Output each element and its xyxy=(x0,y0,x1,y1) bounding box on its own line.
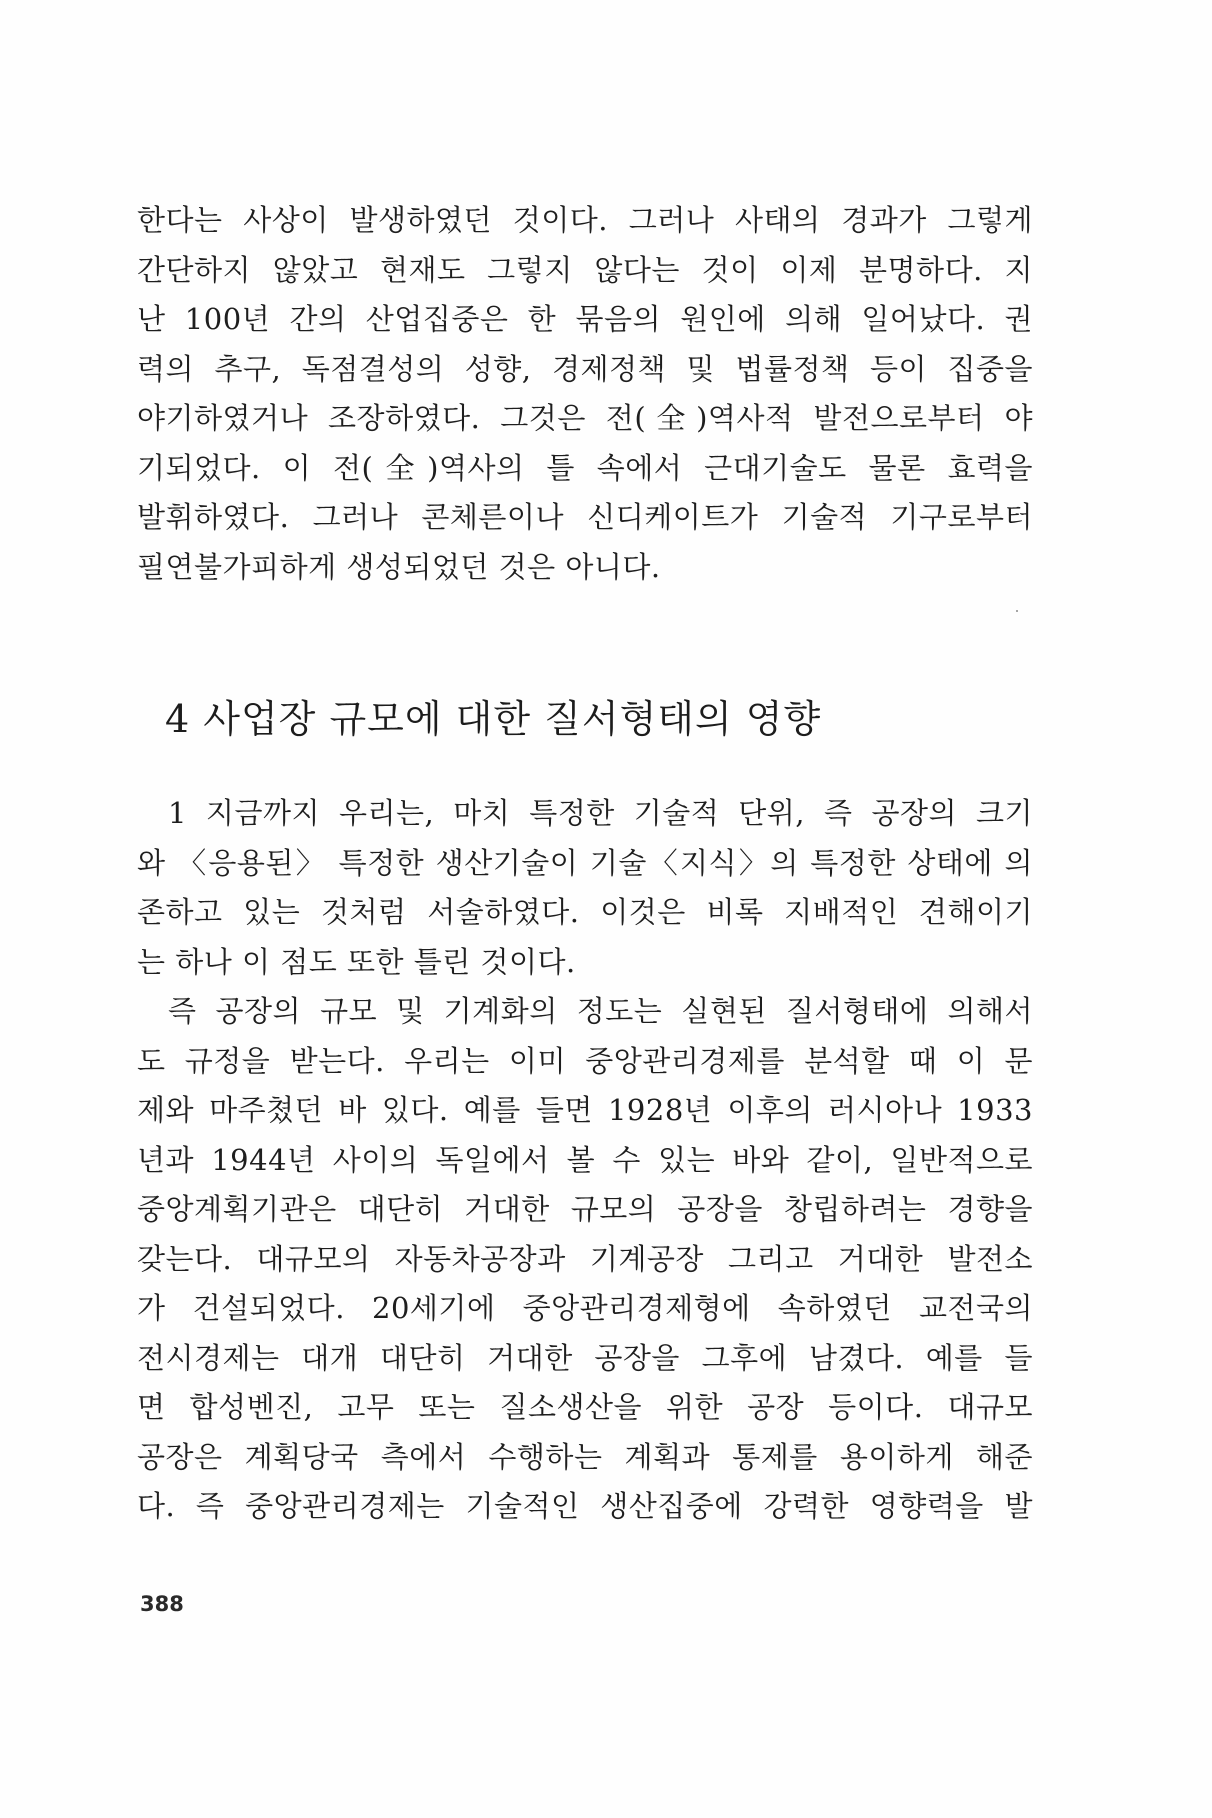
text-line: 기되었다. 이 전(全)역사의 틀 속에서 근대기술도 물론 효력을 xyxy=(137,450,1033,485)
text-line: 년과 1944년 사이의 독일에서 볼 수 있는 바와 같이, 일반적으로 xyxy=(137,1142,1033,1177)
text-line: 중앙계획기관은 대단히 거대한 규모의 공장을 창립하려는 경향을 xyxy=(137,1192,1033,1226)
text-line: 다. 즉 중앙관리경제는 기술적인 생산집중에 강력한 영향력을 발 xyxy=(137,1489,1033,1523)
text-line: 존하고 있는 것처럼 서술하였다. 이것은 비록 지배적인 견해이기 xyxy=(137,895,1033,929)
text-line: 발휘하였다. 그러나 콘체른이나 신디케이트가 기술적 기구로부터 xyxy=(137,500,1033,534)
text-line: 1 지금까지 우리는, 마치 특정한 기술적 단위, 즉 공장의 크기 xyxy=(168,796,1033,830)
text-line: 면 합성벤진, 고무 또는 질소생산을 위한 공장 등이다. 대규모 xyxy=(137,1390,1033,1424)
text-line: 와 〈응용된〉 특정한 생산기술이 기술〈지식〉의 특정한 상태에 의 xyxy=(137,845,1033,880)
text-line: 력의 추구, 독점결성의 성향, 경제정책 및 법률정책 등이 집중을 xyxy=(137,351,1033,386)
section-heading: 4 사업장 규모에 대한 질서형태의 영향 xyxy=(165,697,822,741)
section-body xyxy=(137,789,1033,1532)
text-line: 난 100년 간의 산업집중은 한 묶음의 원인에 의해 일어났다. 권 xyxy=(137,302,1033,336)
text-line: 제와 마주쳤던 바 있다. 예를 들면 1928년 이후의 러시아나 1933 xyxy=(137,1093,1033,1127)
text-line: 갖는다. 대규모의 자동차공장과 기계공장 그리고 거대한 발전소 xyxy=(137,1241,1033,1276)
text-line: 가 건설되었다. 20세기에 중앙관리경제형에 속하였던 교전국의 xyxy=(137,1291,1033,1325)
text-line: 야기하였거나 조장하였다. 그것은 전(全)역사적 발전으로부터 야 xyxy=(137,401,1033,435)
text-line: 공장은 계획당국 측에서 수행하는 계획과 통제를 용이하게 해준 xyxy=(137,1439,1033,1474)
text-line: 전시경제는 대개 대단히 거대한 공장을 그후에 남겼다. 예를 들 xyxy=(137,1340,1033,1375)
scan-speck xyxy=(1016,610,1018,612)
text-line: 필연불가피하게 생성되었던 것은 아니다. xyxy=(137,549,661,584)
text-line: 는 하나 이 점도 또한 틀린 것이다. xyxy=(137,944,576,979)
page-number: 388 xyxy=(140,1592,184,1616)
text-line: 도 규정을 받는다. 우리는 이미 중앙관리경제를 분석할 때 이 문 xyxy=(137,1043,1033,1078)
continued-paragraph xyxy=(137,196,1033,592)
text-line: 한다는 사상이 발생하였던 것이다. 그러나 사태의 경과가 그렇게 xyxy=(137,203,1033,237)
text-line: 즉 공장의 규모 및 기계화의 정도는 실현된 질서형태에 의해서 xyxy=(168,994,1033,1028)
text-line: 간단하지 않았고 현재도 그렇지 않다는 것이 이제 분명하다. 지 xyxy=(137,252,1033,287)
